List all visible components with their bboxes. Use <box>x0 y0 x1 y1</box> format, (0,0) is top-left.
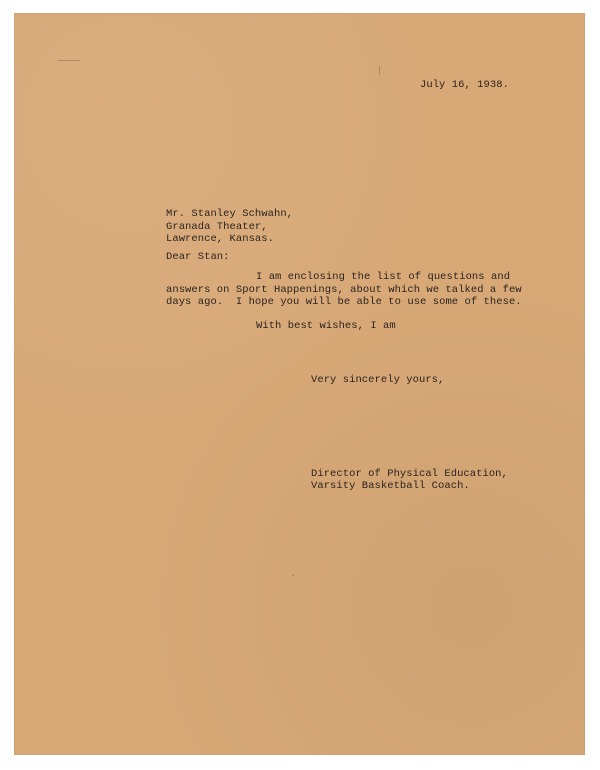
recipient-organization: Granada Theater, <box>166 221 268 233</box>
recipient-location: Lawrence, Kansas. <box>166 233 274 245</box>
signature-title: Director of Physical Education, <box>311 468 508 480</box>
recipient-name: Mr. Stanley Schwahn, <box>166 208 294 220</box>
body-line-2: answers on Sport Happenings, about which we talked a few <box>166 284 522 296</box>
paper-mark <box>379 66 380 75</box>
salutation: Dear Stan: <box>166 251 230 263</box>
body-line-1: I am enclosing the list of questions and <box>256 271 511 283</box>
paper-mark <box>58 60 80 61</box>
paper-speck <box>292 574 294 576</box>
letter-date: July 16, 1938. <box>420 79 509 91</box>
body-line-3: days ago. I hope you will be able to use some of these. <box>166 296 522 308</box>
signature-role: Varsity Basketball Coach. <box>311 480 470 492</box>
letter-page <box>14 13 585 755</box>
closing-wishes: With best wishes, I am <box>256 320 396 332</box>
complimentary-close: Very sincerely yours, <box>311 374 445 386</box>
